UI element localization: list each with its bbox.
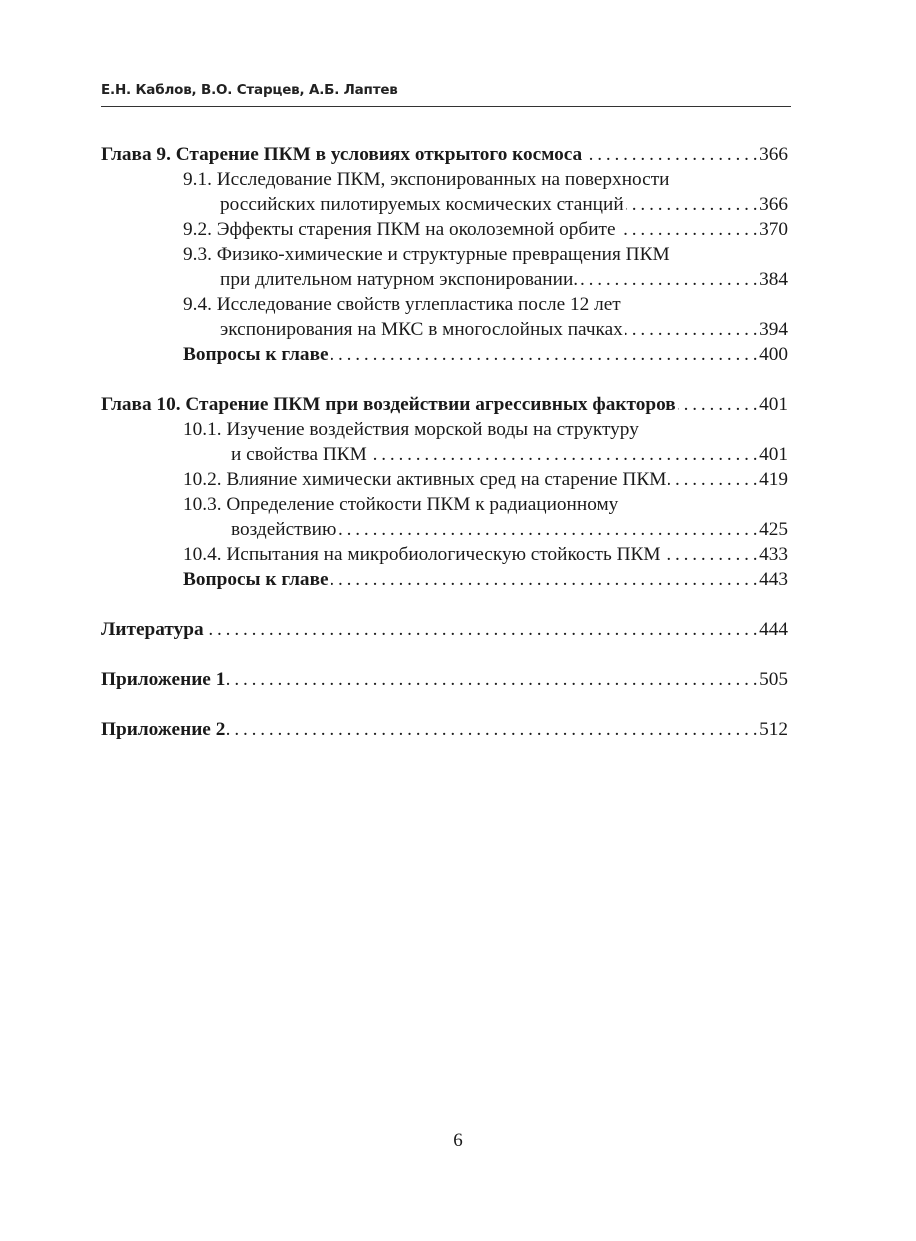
leader-dots xyxy=(625,317,757,342)
toc-section-title-cont: экспонирования на МКС в многослойных пачках xyxy=(220,319,623,340)
toc-literature-title: Литература xyxy=(101,619,204,640)
toc-appendix-1-title: Приложение 1 xyxy=(101,669,226,690)
toc-page-number: 366 xyxy=(759,144,788,165)
leader-dots xyxy=(618,217,758,242)
toc-page-number: 370 xyxy=(759,219,788,240)
leader-dots xyxy=(331,567,758,592)
toc-appendix-1[interactable] xyxy=(101,667,788,692)
toc-page-number: 443 xyxy=(759,569,788,590)
toc-section-10-1-line2[interactable] xyxy=(101,442,788,467)
toc-section-10-4[interactable] xyxy=(101,542,788,567)
toc-section-title: 10.2. Влияние химически активных сред на старение ПКМ xyxy=(183,469,667,490)
toc-chapter-10-title: Глава 10. Старение ПКМ при воздействии агрессивных факторов xyxy=(101,394,676,415)
toc-questions-title: Вопросы к главе xyxy=(183,344,329,365)
leader-dots xyxy=(227,717,757,742)
toc-section-title: 9.3. Физико-химические и структурные превращения ПКМ xyxy=(183,244,670,265)
toc-appendix-2-title: Приложение 2 xyxy=(101,719,226,740)
toc-literature[interactable] xyxy=(101,617,788,642)
toc-chapter-10[interactable] xyxy=(101,392,788,417)
leader-dots xyxy=(369,442,757,467)
leader-dots xyxy=(663,542,758,567)
toc-section-title: 10.3. Определение стойкости ПКМ к радиационному xyxy=(183,494,619,515)
toc-section-title-cont: российских пилотируемых космических станций xyxy=(220,194,624,215)
toc-chapter-9-title: Глава 9. Старение ПКМ в условиях открытого космоса xyxy=(101,144,583,165)
toc-page-number: 394 xyxy=(759,319,788,340)
toc-section-title-cont: при длительном натурном экспонировании. xyxy=(220,269,579,290)
toc-section-9-3-line2[interactable] xyxy=(101,267,788,292)
toc-section-title: 9.1. Исследование ПКМ, экспонированных на поверхности xyxy=(183,169,670,190)
toc-section-10-3-line2[interactable] xyxy=(101,517,788,542)
toc-section-9-1-line1[interactable] xyxy=(101,167,788,192)
toc-page-number: 401 xyxy=(759,444,788,465)
leader-dots xyxy=(338,517,757,542)
toc-section-title: 9.4. Исследование свойств углепластика после 12 лет xyxy=(183,294,621,315)
toc-page-number: 425 xyxy=(759,519,788,540)
leader-dots xyxy=(626,192,757,217)
toc-section-title-cont: и свойства ПКМ xyxy=(231,444,367,465)
toc-section-9-3-line1[interactable] xyxy=(101,242,788,267)
leader-dots xyxy=(584,142,757,167)
leader-dots xyxy=(678,392,757,417)
leader-dots xyxy=(331,342,758,367)
toc-page-number: 433 xyxy=(759,544,788,565)
toc-page-number: 384 xyxy=(759,269,788,290)
toc-page-number: 400 xyxy=(759,344,788,365)
toc-section-9-4-line1[interactable] xyxy=(101,292,788,317)
toc-section-10-1-line1[interactable] xyxy=(101,417,788,442)
toc-page-number: 401 xyxy=(759,394,788,415)
toc-page-number: 512 xyxy=(759,719,788,740)
toc-chapter-9[interactable] xyxy=(101,142,788,167)
toc-section-title: 10.1. Изучение воздействия морской воды на структуру xyxy=(183,419,639,440)
toc-questions-title: Вопросы к главе xyxy=(183,569,329,590)
running-header: Е.Н. Каблов, В.О. Старцев, А.Б. Лаптев xyxy=(101,82,398,98)
toc-page-number: 419 xyxy=(759,469,788,490)
leader-dots xyxy=(668,467,757,492)
toc-section-9-4-line2[interactable] xyxy=(101,317,788,342)
toc-section-10-2[interactable] xyxy=(101,467,788,492)
leader-dots xyxy=(580,267,757,292)
toc-page-number: 444 xyxy=(759,619,788,640)
toc-section-9-1-line2[interactable] xyxy=(101,192,788,217)
page-number: 6 xyxy=(453,1130,463,1151)
toc-questions-10[interactable] xyxy=(101,567,788,592)
toc-section-title-cont: воздействию xyxy=(231,519,337,540)
toc-appendix-2[interactable] xyxy=(101,717,788,742)
toc-section-title: 10.4. Испытания на микробиологическую стойкость ПКМ xyxy=(183,544,661,565)
toc-section-9-2[interactable] xyxy=(101,217,788,242)
leader-dots xyxy=(206,617,757,642)
toc-questions-9[interactable] xyxy=(101,342,788,367)
toc-page-number: 505 xyxy=(759,669,788,690)
table-of-contents xyxy=(101,142,788,742)
toc-section-10-3-line1[interactable] xyxy=(101,492,788,517)
header-rule xyxy=(101,106,791,107)
toc-page-number: 366 xyxy=(759,194,788,215)
leader-dots xyxy=(227,667,757,692)
toc-section-title: 9.2. Эффекты старения ПКМ на околоземной орбите xyxy=(183,219,616,240)
